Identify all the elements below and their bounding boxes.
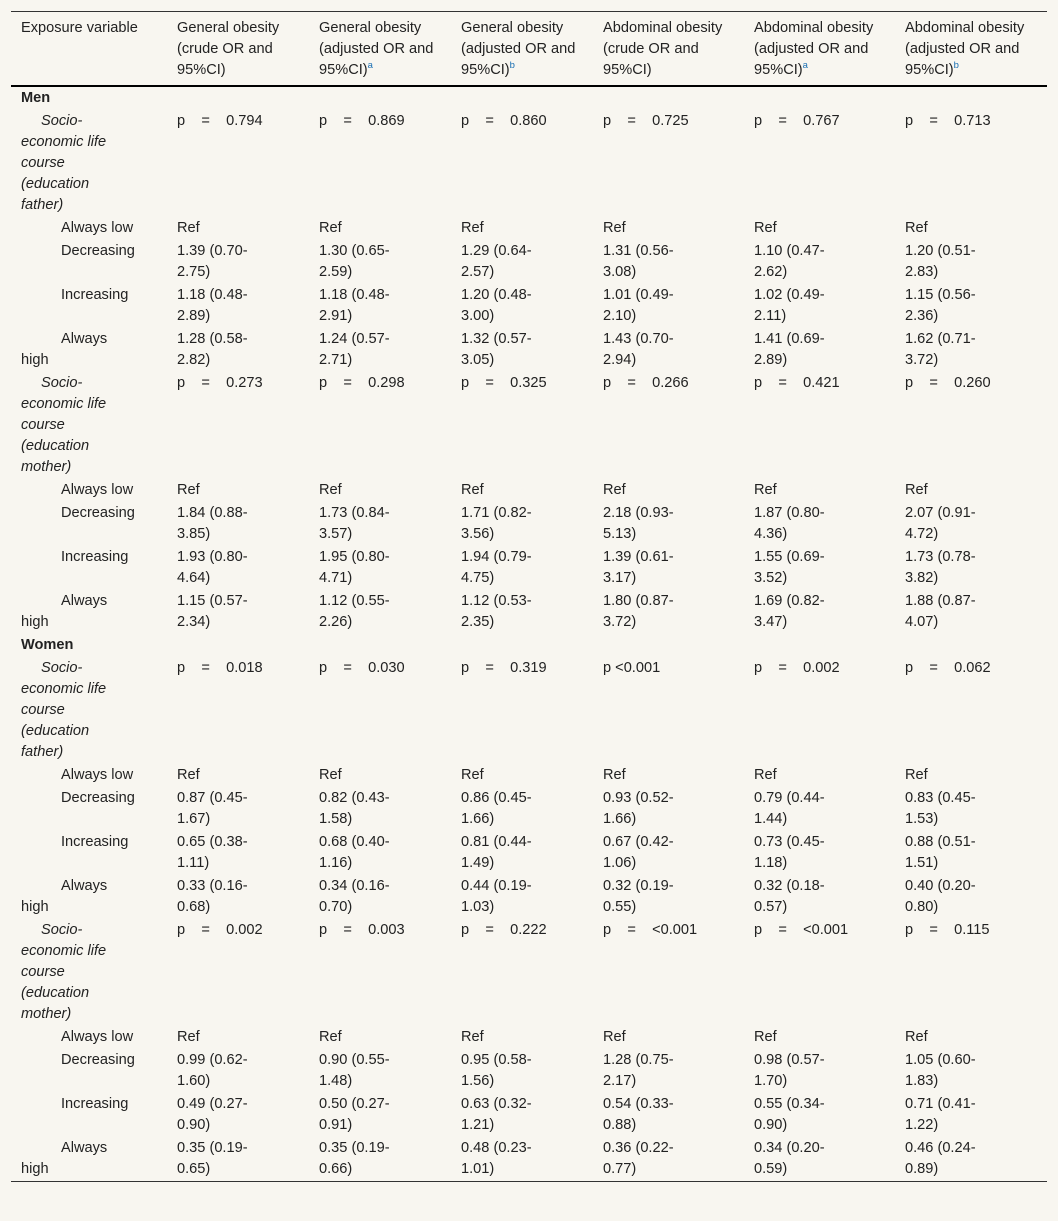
or-value: Ref [603,1029,626,1045]
or-value: 0.93 (0.52-1.66) [603,790,674,827]
category-label: Always low [61,220,134,236]
category-label: Decreasing [61,790,135,806]
p-value: p = 0.002 [754,660,840,676]
or-value: 1.20 (0.51-2.83) [905,243,976,280]
p-value: p = <0.001 [603,922,698,938]
p-value: p = 0.260 [905,375,991,391]
or-value: 1.94 (0.79-4.75) [461,549,532,586]
or-value: 1.12 (0.53-2.35) [461,593,532,630]
or-value: 1.01 (0.49-2.10) [603,287,674,324]
or-value: 0.32 (0.18-0.57) [754,878,825,915]
or-value: 0.83 (0.45-1.53) [905,790,976,827]
p-value: p = 0.767 [754,113,840,129]
variable-label: Socio-economic life course (education father) [21,660,107,760]
or-value: 0.87 (0.45-1.67) [177,790,248,827]
table-row [11,764,1047,787]
empty-cell [177,86,319,110]
or-value: Ref [461,220,484,236]
or-value: Ref [603,482,626,498]
category-label: Always high [21,878,108,915]
table-row [11,590,1047,634]
empty-cell [905,86,1047,110]
column-header [754,12,905,87]
or-value: Ref [177,1029,200,1045]
or-value: Ref [754,482,777,498]
or-value: 1.20 (0.48-3.00) [461,287,532,324]
or-value: 0.34 (0.20-0.59) [754,1140,825,1177]
table-row [11,328,1047,372]
or-value: 1.84 (0.88-3.85) [177,505,248,542]
p-value: p = 0.222 [461,922,547,938]
group-row [11,86,1047,110]
or-value: Ref [319,1029,342,1045]
category-label: Decreasing [61,243,135,259]
column-header-label: General obesity (crude OR and 95%CI) [177,20,280,78]
or-value: 1.28 (0.75-2.17) [603,1052,674,1089]
p-value: p = 0.713 [905,113,991,129]
or-value: Ref [461,1029,484,1045]
column-header [603,12,754,87]
or-value: 0.99 (0.62-1.60) [177,1052,248,1089]
p-value: p <0.001 [603,660,661,676]
or-value: Ref [319,220,342,236]
footnote-marker[interactable]: b [509,60,515,72]
variable-label: Socio-economic life course (education father) [21,113,107,213]
footnote-marker[interactable]: b [953,60,959,72]
table-header [11,12,1047,87]
or-value: 2.18 (0.93-5.13) [603,505,674,542]
category-label: Always low [61,482,134,498]
p-value: p = 0.115 [905,922,990,938]
p-value: p = 0.325 [461,375,547,391]
column-header-label: Abdominal obesity (crude OR and 95%CI) [603,20,723,78]
column-header-label: Exposure variable [21,20,138,36]
or-value: 0.68 (0.40-1.16) [319,834,390,871]
column-header [461,12,603,87]
or-value: Ref [461,767,484,783]
or-value: 0.79 (0.44-1.44) [754,790,825,827]
table-row [11,284,1047,328]
category-label: Decreasing [61,505,135,521]
category-label: Always low [61,1029,134,1045]
p-value: p = 0.319 [461,660,547,676]
category-label: Increasing [61,549,129,565]
empty-cell [603,86,754,110]
p-value: p = 0.794 [177,113,263,129]
table-row [11,217,1047,240]
header-row [11,12,1047,87]
group-label: Men [21,90,51,106]
or-value: 1.73 (0.84-3.57) [319,505,390,542]
or-value: 1.71 (0.82-3.56) [461,505,532,542]
category-label: Increasing [61,1096,129,1112]
or-value: 1.30 (0.65-2.59) [319,243,390,280]
empty-cell [461,86,603,110]
p-value: p = 0.273 [177,375,263,391]
empty-cell [319,634,461,657]
or-value: Ref [905,482,928,498]
or-value: 1.39 (0.70-2.75) [177,243,248,280]
or-value: 0.67 (0.42-1.06) [603,834,674,871]
or-value: 1.18 (0.48-2.89) [177,287,248,324]
or-value: 0.40 (0.20-0.80) [905,878,976,915]
p-value: p = 0.725 [603,113,689,129]
group-label: Women [21,637,74,653]
column-header-label: General obesity (adjusted OR and 95%CI) [319,20,434,78]
or-value: 0.90 (0.55-1.48) [319,1052,390,1089]
table-row [11,1026,1047,1049]
or-value: 1.80 (0.87-3.72) [603,593,674,630]
empty-cell [905,634,1047,657]
or-value: 1.32 (0.57-3.05) [461,331,532,368]
or-value: 0.73 (0.45-1.18) [754,834,825,871]
empty-cell [319,86,461,110]
or-value: 1.88 (0.87-4.07) [905,593,976,630]
table-row [11,875,1047,919]
or-value: 0.71 (0.41-1.22) [905,1096,976,1133]
or-value: 2.07 (0.91-4.72) [905,505,976,542]
or-value: 0.44 (0.19-1.03) [461,878,532,915]
or-value: 1.12 (0.55-2.26) [319,593,390,630]
obesity-or-table [11,11,1047,1182]
or-value: Ref [319,482,342,498]
or-value: 1.95 (0.80-4.71) [319,549,390,586]
p-value: p = 0.869 [319,113,405,129]
p-value: p = 0.298 [319,375,405,391]
or-value: 0.49 (0.27-0.90) [177,1096,248,1133]
group-row [11,634,1047,657]
empty-cell [754,634,905,657]
or-value: 1.41 (0.69-2.89) [754,331,825,368]
p-value: p = 0.002 [177,922,263,938]
or-value: 1.62 (0.71-3.72) [905,331,976,368]
or-value: 0.63 (0.32-1.21) [461,1096,532,1133]
variable-row [11,657,1047,764]
p-value: p = 0.421 [754,375,840,391]
or-value: 1.93 (0.80-4.64) [177,549,248,586]
or-value: 0.48 (0.23-1.01) [461,1140,532,1177]
or-value: 0.35 (0.19-0.65) [177,1140,248,1177]
table-row [11,1137,1047,1182]
column-header [11,12,177,87]
or-value: Ref [177,482,200,498]
column-header-label: Abdominal obesity (adjusted OR and 95%CI) [754,20,874,78]
footnote-marker[interactable]: a [802,60,808,72]
table-body [11,86,1047,1182]
or-value: 0.65 (0.38-1.11) [177,834,248,871]
or-value: 0.46 (0.24-0.89) [905,1140,976,1177]
or-value: Ref [905,1029,928,1045]
table-row [11,1049,1047,1093]
p-value: p = 0.003 [319,922,405,938]
or-value: 0.50 (0.27-0.91) [319,1096,390,1133]
variable-row [11,919,1047,1026]
empty-cell [754,86,905,110]
or-value: 1.24 (0.57-2.71) [319,331,390,368]
variable-row [11,372,1047,479]
table-row [11,546,1047,590]
footnote-marker[interactable]: a [367,60,373,72]
table-row [11,502,1047,546]
or-value: 1.87 (0.80-4.36) [754,505,825,542]
or-value: 0.82 (0.43-1.58) [319,790,390,827]
or-value: 1.69 (0.82-3.47) [754,593,825,630]
table-wrapper [11,11,1047,1182]
or-value: 0.35 (0.19-0.66) [319,1140,390,1177]
or-value: 0.81 (0.44-1.49) [461,834,532,871]
or-value: 0.88 (0.51-1.51) [905,834,976,871]
or-value: Ref [905,220,928,236]
p-value: p = <0.001 [754,922,849,938]
variable-row [11,110,1047,217]
or-value: Ref [754,1029,777,1045]
empty-cell [603,634,754,657]
category-label: Increasing [61,834,129,850]
p-value: p = 0.018 [177,660,263,676]
or-value: 0.33 (0.16-0.68) [177,878,248,915]
or-value: 0.54 (0.33-0.88) [603,1096,674,1133]
table-row [11,831,1047,875]
or-value: Ref [905,767,928,783]
column-header [319,12,461,87]
or-value: Ref [603,767,626,783]
or-value: 1.39 (0.61-3.17) [603,549,674,586]
variable-label: Socio-economic life course (education mother) [21,922,107,1022]
or-value: 1.10 (0.47-2.62) [754,243,825,280]
or-value: 1.28 (0.58-2.82) [177,331,248,368]
or-value: 0.86 (0.45-1.66) [461,790,532,827]
or-value: 1.15 (0.57-2.34) [177,593,248,630]
variable-label: Socio-economic life course (education mother) [21,375,107,475]
p-value: p = 0.860 [461,113,547,129]
p-value: p = 0.266 [603,375,689,391]
column-header [905,12,1047,87]
empty-cell [177,634,319,657]
empty-cell [461,634,603,657]
or-value: Ref [319,767,342,783]
category-label: Always high [21,331,108,368]
or-value: 1.73 (0.78-3.82) [905,549,976,586]
table-row [11,479,1047,502]
or-value: Ref [603,220,626,236]
or-value: 0.34 (0.16-0.70) [319,878,390,915]
or-value: Ref [177,767,200,783]
or-value: 1.15 (0.56-2.36) [905,287,976,324]
category-label: Always high [21,1140,108,1177]
or-value: 0.55 (0.34-0.90) [754,1096,825,1133]
or-value: 1.18 (0.48-2.91) [319,287,390,324]
or-value: 1.02 (0.49-2.11) [754,287,825,324]
or-value: Ref [461,482,484,498]
or-value: 0.95 (0.58-1.56) [461,1052,532,1089]
table-row [11,240,1047,284]
table-row [11,1093,1047,1137]
category-label: Always high [21,593,108,630]
or-value: 1.43 (0.70-2.94) [603,331,674,368]
or-value: 0.98 (0.57-1.70) [754,1052,825,1089]
or-value: 1.05 (0.60-1.83) [905,1052,976,1089]
or-value: 1.55 (0.69-3.52) [754,549,825,586]
or-value: 0.32 (0.19-0.55) [603,878,674,915]
or-value: 1.29 (0.64-2.57) [461,243,532,280]
column-header-label: General obesity (adjusted OR and 95%CI) [461,20,576,78]
column-header [177,12,319,87]
or-value: Ref [754,767,777,783]
table-row [11,787,1047,831]
or-value: Ref [754,220,777,236]
p-value: p = 0.030 [319,660,405,676]
or-value: Ref [177,220,200,236]
or-value: 0.36 (0.22-0.77) [603,1140,674,1177]
or-value: 1.31 (0.56-3.08) [603,243,674,280]
p-value: p = 0.062 [905,660,991,676]
category-label: Always low [61,767,134,783]
column-header-label: Abdominal obesity (adjusted OR and 95%CI) [905,20,1025,78]
category-label: Decreasing [61,1052,135,1068]
category-label: Increasing [61,287,129,303]
